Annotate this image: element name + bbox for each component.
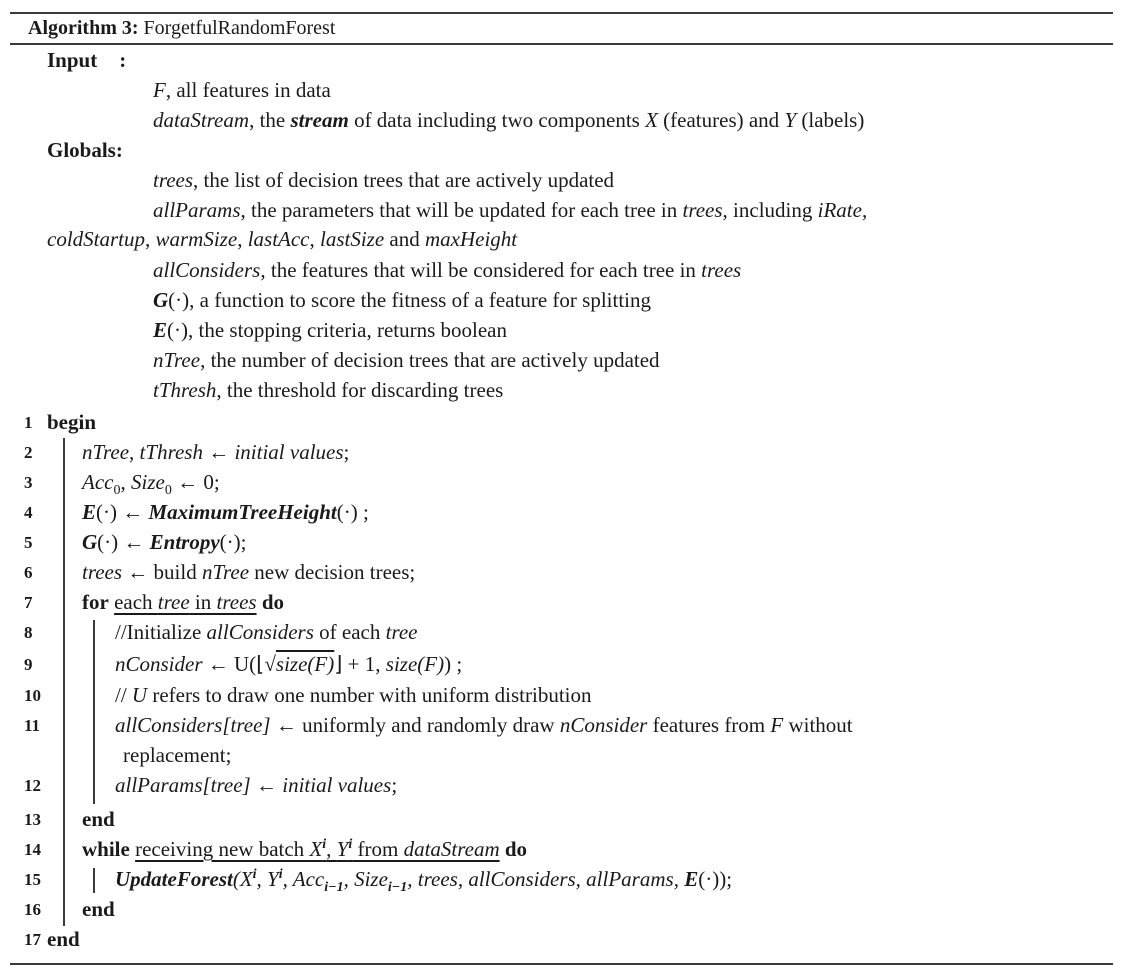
input-item-datastream: dataStream, the stream of data including two components X (features) and Y (labels)	[153, 108, 865, 132]
code-line-6: trees ← build nTree new decision trees;	[82, 560, 416, 584]
global-e-function: E(·), the stopping criteria, returns boolean	[153, 318, 507, 342]
line-number: 13	[24, 810, 41, 829]
caption-rule	[10, 43, 1113, 45]
code-line-5: G(·) ← Entropy(·);	[82, 530, 247, 554]
global-tthresh: tThresh, the threshold for discarding trees	[153, 378, 504, 402]
line-number: 16	[24, 900, 41, 919]
code-line-4: E(·) ← MaximumTreeHeight(·) ;	[82, 500, 369, 524]
line-number: 4	[24, 503, 33, 522]
line-number: 15	[24, 870, 41, 889]
code-line-3: Acc$_0$, Size$_0$ ← 0;	[82, 470, 220, 499]
line-number: 11	[24, 716, 41, 735]
algorithm-caption	[28, 14, 335, 42]
code-line-2: nTree, tThresh ← initial values;	[82, 440, 350, 464]
line-number: 9	[24, 655, 33, 674]
code-line-11-wrap: replacement;	[123, 743, 232, 767]
global-allparams-wrap: coldStartup, warmSize, lastAcc, lastSize and maxHeight	[47, 227, 518, 251]
code-line-13: end	[82, 807, 115, 831]
for-block-bar	[93, 620, 95, 804]
line-number: 17	[24, 930, 41, 949]
line-number: 3	[24, 473, 33, 492]
input-item-f: F, all features in data	[153, 78, 331, 102]
line-number: 12	[24, 776, 41, 795]
global-trees: trees, the list of decision trees that are actively updated	[153, 168, 615, 192]
code-line-8: //Initialize allConsiders of each tree	[115, 620, 418, 644]
code-line-7: for each tree in trees do	[82, 590, 284, 614]
input-heading: Input :	[47, 48, 127, 72]
global-allconsiders: allConsiders, the features that will be considered for each tree in trees	[153, 258, 742, 282]
code-line-17: end	[47, 927, 80, 951]
algorithm-name: ForgetfulRandomForest	[143, 17, 336, 39]
code-line-16: end	[82, 897, 115, 921]
while-block-bar	[93, 868, 95, 893]
line-number: 10	[24, 686, 41, 705]
code-line-15: $UpdateForest(X^i$, $Y^i$, Acc$_{i-1}$, Size$_{i-1}$, trees, allConsiders, allParams, E(·));	[115, 867, 733, 896]
bottom-rule	[10, 963, 1113, 965]
code-line-12: allParams[tree] ← initial values;	[115, 773, 398, 797]
line-number: 2	[24, 443, 33, 462]
line-number: 7	[24, 593, 33, 612]
globals-heading: Globals:	[47, 138, 123, 162]
line-number: 14	[24, 840, 41, 859]
global-g-function: G(·), a function to score the fitness of a feature for splitting	[153, 288, 652, 312]
algorithm-block	[10, 0, 1113, 974]
code-line-9: nConsider ← U(⌊√size(F)⌋ + 1, size(F)) ;	[115, 652, 463, 676]
code-line-14: while receiving new batch $X^i$, $Y^i$ from dataStream do	[82, 837, 528, 861]
code-line-10: // U refers to draw one number with uniform distribution	[115, 683, 592, 707]
line-number: 6	[24, 563, 33, 582]
line-number: 5	[24, 533, 33, 552]
global-allparams: allParams, the parameters that will be updated for each tree in trees, including iRate,	[153, 198, 868, 222]
line-number: 1	[24, 413, 33, 432]
begin-block-bar	[63, 438, 65, 926]
code-line-11: allConsiders[tree] ← uniformly and randomly draw nConsider features from F without	[115, 713, 853, 737]
line-number: 8	[24, 623, 33, 642]
caption-label: Algorithm 3:	[28, 17, 139, 39]
code-line-1: begin	[47, 410, 97, 434]
global-ntree: nTree, the number of decision trees that are actively updated	[153, 348, 660, 372]
